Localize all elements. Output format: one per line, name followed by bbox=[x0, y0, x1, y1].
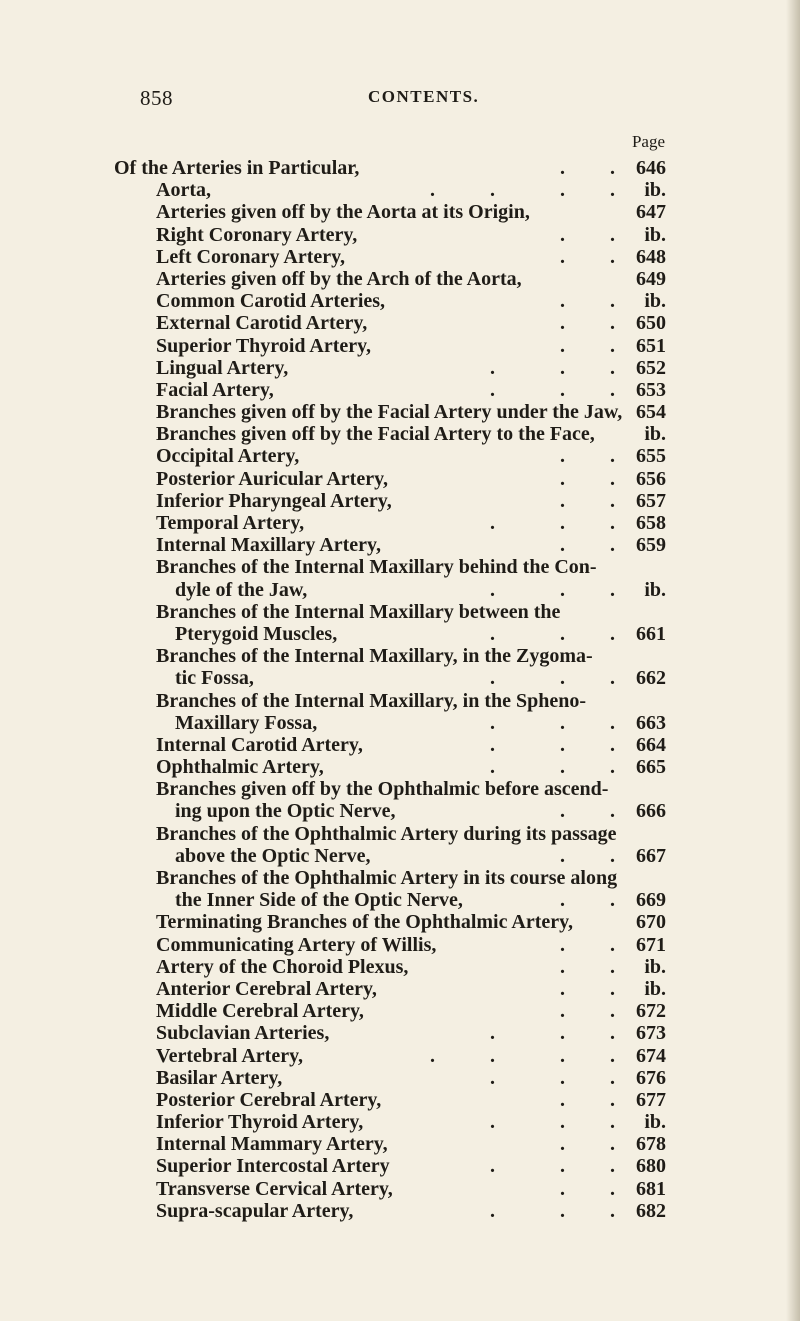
toc-entry bbox=[0, 1067, 800, 1089]
toc-entry bbox=[0, 468, 800, 490]
toc-entry-page: 682 bbox=[636, 1199, 666, 1222]
toc-entry-title: Superior Intercostal Artery bbox=[156, 1155, 390, 1178]
toc-entry bbox=[0, 889, 800, 911]
toc-entry-page: 659 bbox=[636, 534, 666, 557]
toc-entry-page: 646 bbox=[636, 157, 666, 179]
leader-dot: . bbox=[610, 667, 615, 690]
toc-entry bbox=[0, 490, 800, 512]
leader-dot: . bbox=[560, 356, 565, 379]
leader-dot: . bbox=[610, 1177, 615, 1200]
toc-entry-page: ib. bbox=[644, 423, 666, 446]
leader-dot: . bbox=[610, 179, 615, 202]
leader-dot: . bbox=[560, 179, 565, 202]
toc-entry-title: Supra-scapular Artery, bbox=[156, 1199, 354, 1222]
leader-dot: . bbox=[610, 844, 615, 867]
leader-dot: . bbox=[490, 1199, 495, 1222]
leader-dot: . bbox=[560, 489, 565, 512]
leader-dot: . bbox=[610, 1022, 615, 1045]
toc-entry-title: Branches given off by the Facial Artery under the Jaw, bbox=[156, 401, 623, 424]
toc-entry bbox=[0, 645, 800, 667]
leader-dot: . bbox=[610, 733, 615, 756]
table-of-contents bbox=[0, 157, 800, 1222]
leader-dot: . bbox=[490, 1155, 495, 1178]
leader-dot: . bbox=[560, 245, 565, 268]
toc-entry-title: Aorta, bbox=[156, 179, 211, 202]
toc-entry-title: Branches of the Internal Maxillary, in the Spheno- bbox=[156, 689, 587, 712]
toc-entry-page: 656 bbox=[636, 467, 666, 490]
toc-entry-page: ib. bbox=[644, 578, 666, 601]
leader-dot: . bbox=[610, 1111, 615, 1134]
toc-entry bbox=[0, 268, 800, 290]
toc-entry-page: 672 bbox=[636, 1000, 666, 1023]
toc-entry-page: 678 bbox=[636, 1133, 666, 1156]
toc-entry-title: Branches of the Ophthalmic Artery during its passage bbox=[156, 822, 617, 845]
toc-entry bbox=[0, 579, 800, 601]
toc-entry bbox=[0, 601, 800, 623]
leader-dot: . bbox=[610, 356, 615, 379]
leader-dot: . bbox=[610, 977, 615, 1000]
toc-entry bbox=[0, 1045, 800, 1067]
leader-dot: . bbox=[610, 1088, 615, 1111]
leader-dot: . bbox=[560, 622, 565, 645]
toc-entry-page: 663 bbox=[636, 711, 666, 734]
toc-entry-title: ing upon the Optic Nerve, bbox=[175, 800, 396, 823]
toc-entry-page: 661 bbox=[636, 622, 666, 645]
leader-dot: . bbox=[560, 578, 565, 601]
toc-entry bbox=[0, 445, 800, 467]
toc-entry-title: Arteries given off by the Arch of the Aorta, bbox=[156, 267, 522, 290]
toc-entry-page: ib. bbox=[644, 290, 666, 313]
toc-entry bbox=[0, 623, 800, 645]
leader-dot: . bbox=[560, 445, 565, 468]
leader-dot: . bbox=[610, 312, 615, 335]
leader-dot: . bbox=[610, 378, 615, 401]
toc-entry bbox=[0, 1000, 800, 1022]
page-header bbox=[0, 86, 800, 110]
toc-entry-title: External Carotid Artery, bbox=[156, 312, 368, 335]
toc-entry bbox=[0, 1133, 800, 1155]
leader-dot: . bbox=[560, 1044, 565, 1067]
toc-entry bbox=[0, 1089, 800, 1111]
leader-dot: . bbox=[490, 179, 495, 202]
toc-entry-page: 648 bbox=[636, 245, 666, 268]
toc-entry-title: Middle Cerebral Artery, bbox=[156, 1000, 364, 1023]
leader-dot: . bbox=[490, 356, 495, 379]
leader-dot: . bbox=[560, 334, 565, 357]
leader-dot: . bbox=[560, 977, 565, 1000]
toc-entry-title: Arteries given off by the Aorta at its Origin, bbox=[156, 201, 530, 224]
toc-entry bbox=[0, 845, 800, 867]
leader-dot: . bbox=[610, 467, 615, 490]
toc-entry bbox=[0, 1155, 800, 1177]
toc-entry bbox=[0, 357, 800, 379]
leader-dot: . bbox=[610, 157, 615, 179]
toc-entry-page: 653 bbox=[636, 378, 666, 401]
leader-dot: . bbox=[610, 1044, 615, 1067]
toc-entry bbox=[0, 778, 800, 800]
leader-dot: . bbox=[610, 756, 615, 779]
toc-entry-page: 651 bbox=[636, 334, 666, 357]
toc-entry-title: Lingual Artery, bbox=[156, 356, 289, 379]
leader-dot: . bbox=[610, 711, 615, 734]
leader-dot: . bbox=[490, 756, 495, 779]
toc-entry-page: 676 bbox=[636, 1066, 666, 1089]
toc-entry bbox=[0, 157, 800, 179]
toc-entry-title: Branches of the Internal Maxillary, in the Zygoma- bbox=[156, 645, 593, 668]
leader-dot: . bbox=[490, 622, 495, 645]
toc-entry-title: Communicating Artery of Willis, bbox=[156, 933, 437, 956]
toc-entry bbox=[0, 756, 800, 778]
toc-entry-page: ib. bbox=[644, 977, 666, 1000]
toc-entry-page: 662 bbox=[636, 667, 666, 690]
toc-entry-title: Internal Maxillary Artery, bbox=[156, 534, 381, 557]
leader-dot: . bbox=[560, 733, 565, 756]
leader-dot: . bbox=[610, 245, 615, 268]
leader-dot: . bbox=[560, 1066, 565, 1089]
toc-entry bbox=[0, 911, 800, 933]
toc-entry-page: 664 bbox=[636, 733, 666, 756]
toc-entry-title: Branches given off by the Ophthalmic before ascend- bbox=[156, 778, 609, 801]
toc-entry-title: tic Fossa, bbox=[175, 667, 254, 690]
toc-entry-page: 649 bbox=[636, 267, 666, 290]
leader-dot: . bbox=[610, 290, 615, 313]
leader-dot: . bbox=[560, 711, 565, 734]
toc-entry-page: 669 bbox=[636, 889, 666, 912]
toc-entry bbox=[0, 1200, 800, 1222]
leader-dot: . bbox=[560, 844, 565, 867]
toc-entry bbox=[0, 978, 800, 1000]
leader-dot: . bbox=[610, 1000, 615, 1023]
leader-dot: . bbox=[560, 378, 565, 401]
leader-dot: . bbox=[560, 512, 565, 534]
leader-dot: . bbox=[560, 1155, 565, 1178]
toc-entry-title: Internal Mammary Artery, bbox=[156, 1133, 388, 1156]
leader-dot: . bbox=[560, 1000, 565, 1023]
toc-entry bbox=[0, 312, 800, 334]
toc-entry-title: Branches given off by the Facial Artery to the Face, bbox=[156, 423, 595, 446]
leader-dot: . bbox=[610, 800, 615, 823]
toc-entry-title: Vertebral Artery, bbox=[156, 1044, 303, 1067]
leader-dot: . bbox=[560, 312, 565, 335]
leader-dot: . bbox=[560, 1022, 565, 1045]
leader-dot: . bbox=[610, 1066, 615, 1089]
toc-entry-title: Branches of the Internal Maxillary between the bbox=[156, 600, 561, 623]
leader-dot: . bbox=[490, 711, 495, 734]
toc-entry-title: Posterior Auricular Artery, bbox=[156, 467, 388, 490]
toc-entry-title: Right Coronary Artery, bbox=[156, 223, 358, 246]
leader-dot: . bbox=[560, 467, 565, 490]
leader-dot: . bbox=[560, 756, 565, 779]
toc-entry bbox=[0, 534, 800, 556]
leader-dot: . bbox=[560, 955, 565, 978]
toc-entry-title: Common Carotid Arteries, bbox=[156, 290, 386, 313]
toc-entry-title: Terminating Branches of the Ophthalmic Artery, bbox=[156, 911, 574, 934]
leader-dot: . bbox=[610, 1199, 615, 1222]
toc-entry-title: above the Optic Nerve, bbox=[175, 844, 371, 867]
leader-dot: . bbox=[560, 1088, 565, 1111]
leader-dot: . bbox=[490, 1044, 495, 1067]
leader-dot: . bbox=[490, 1022, 495, 1045]
leader-dot: . bbox=[610, 534, 615, 557]
toc-entry-title: Superior Thyroid Artery, bbox=[156, 334, 372, 357]
toc-entry bbox=[0, 290, 800, 312]
toc-entry bbox=[0, 335, 800, 357]
toc-entry bbox=[0, 246, 800, 268]
toc-entry-page: ib. bbox=[644, 1111, 666, 1134]
toc-entry bbox=[0, 1178, 800, 1200]
toc-entry-page: 677 bbox=[636, 1088, 666, 1111]
toc-entry-title: Anterior Cerebral Artery, bbox=[156, 977, 377, 1000]
leader-dot: . bbox=[610, 445, 615, 468]
leader-dot: . bbox=[610, 512, 615, 534]
leader-dot: . bbox=[610, 889, 615, 912]
toc-entry bbox=[0, 401, 800, 423]
toc-entry bbox=[0, 1022, 800, 1044]
toc-entry bbox=[0, 379, 800, 401]
leader-dot: . bbox=[560, 1111, 565, 1134]
page-edge-shadow bbox=[786, 0, 800, 1321]
leader-dot: . bbox=[610, 578, 615, 601]
leader-dot: . bbox=[560, 223, 565, 246]
leader-dot: . bbox=[490, 1111, 495, 1134]
toc-entry-title: the Inner Side of the Optic Nerve, bbox=[175, 889, 463, 912]
toc-entry-page: 680 bbox=[636, 1155, 666, 1178]
toc-entry-title: Ophthalmic Artery, bbox=[156, 756, 324, 779]
toc-entry bbox=[0, 690, 800, 712]
toc-entry bbox=[0, 712, 800, 734]
toc-entry-page: 654 bbox=[636, 401, 666, 424]
toc-entry bbox=[0, 512, 800, 534]
leader-dot: . bbox=[430, 1044, 435, 1067]
toc-entry-page: ib. bbox=[644, 179, 666, 202]
leader-dot: . bbox=[490, 578, 495, 601]
toc-entry bbox=[0, 934, 800, 956]
toc-entry-title: Left Coronary Artery, bbox=[156, 245, 346, 268]
toc-entry bbox=[0, 423, 800, 445]
leader-dot: . bbox=[490, 378, 495, 401]
leader-dot: . bbox=[610, 955, 615, 978]
toc-entry bbox=[0, 224, 800, 246]
toc-entry bbox=[0, 867, 800, 889]
toc-entry bbox=[0, 201, 800, 223]
page-number: 858 bbox=[140, 86, 173, 110]
leader-dot: . bbox=[560, 534, 565, 557]
leader-dot: . bbox=[560, 290, 565, 313]
toc-entry-title: Pterygoid Muscles, bbox=[175, 622, 338, 645]
toc-entry bbox=[0, 179, 800, 201]
toc-entry bbox=[0, 556, 800, 578]
toc-entry-title: Branches of the Ophthalmic Artery in its course along bbox=[156, 867, 618, 889]
toc-entry-page: 652 bbox=[636, 356, 666, 379]
toc-entry-page: 657 bbox=[636, 489, 666, 512]
leader-dot: . bbox=[430, 179, 435, 202]
toc-entry-page: 671 bbox=[636, 933, 666, 956]
toc-entry-title: Subclavian Arteries, bbox=[156, 1022, 330, 1045]
toc-entry-title: Maxillary Fossa, bbox=[175, 711, 318, 734]
leader-dot: . bbox=[560, 1133, 565, 1156]
page-column-heading: Page bbox=[631, 132, 665, 151]
toc-entry-page: ib. bbox=[644, 955, 666, 978]
leader-dot: . bbox=[560, 157, 565, 179]
leader-dot: . bbox=[610, 1133, 615, 1156]
toc-entry-title: Posterior Cerebral Artery, bbox=[156, 1088, 382, 1111]
running-title: CONTENTS. bbox=[368, 87, 480, 106]
toc-entry bbox=[0, 1111, 800, 1133]
toc-entry-title: Inferior Pharyngeal Artery, bbox=[156, 489, 392, 512]
toc-entry bbox=[0, 800, 800, 822]
toc-entry-title: Transverse Cervical Artery, bbox=[156, 1177, 393, 1200]
toc-entry-title: Occipital Artery, bbox=[156, 445, 300, 468]
leader-dot: . bbox=[610, 223, 615, 246]
toc-entry-page: 666 bbox=[636, 800, 666, 823]
leader-dot: . bbox=[610, 489, 615, 512]
leader-dot: . bbox=[560, 933, 565, 956]
leader-dot: . bbox=[490, 667, 495, 690]
toc-entry-page: 658 bbox=[636, 512, 666, 534]
toc-entry-title: Artery of the Choroid Plexus, bbox=[156, 955, 409, 978]
toc-entry-page: 647 bbox=[636, 201, 666, 224]
toc-entry-page: 674 bbox=[636, 1044, 666, 1067]
toc-entry-page: 650 bbox=[636, 312, 666, 335]
toc-entry-title: Basilar Artery, bbox=[156, 1066, 283, 1089]
toc-entry-page: 667 bbox=[636, 844, 666, 867]
toc-entry bbox=[0, 667, 800, 689]
toc-entry-page: 665 bbox=[636, 756, 666, 779]
toc-entry-page: 673 bbox=[636, 1022, 666, 1045]
leader-dot: . bbox=[490, 733, 495, 756]
toc-entry-title: Branches of the Internal Maxillary behind the Con- bbox=[156, 556, 597, 579]
leader-dot: . bbox=[610, 933, 615, 956]
toc-entry-page: ib. bbox=[644, 223, 666, 246]
leader-dot: . bbox=[490, 1066, 495, 1089]
leader-dot: . bbox=[610, 1155, 615, 1178]
leader-dot: . bbox=[560, 800, 565, 823]
leader-dot: . bbox=[610, 622, 615, 645]
toc-entry bbox=[0, 956, 800, 978]
toc-entry-title: Facial Artery, bbox=[156, 378, 274, 401]
toc-entry-title: Inferior Thyroid Artery, bbox=[156, 1111, 364, 1134]
leader-dot: . bbox=[610, 334, 615, 357]
leader-dot: . bbox=[560, 1199, 565, 1222]
leader-dot: . bbox=[560, 1177, 565, 1200]
toc-entry-title: Of the Arteries in Particular, bbox=[114, 157, 360, 179]
toc-entry bbox=[0, 734, 800, 756]
toc-entry-page: 655 bbox=[636, 445, 666, 468]
toc-entry-page: 670 bbox=[636, 911, 666, 934]
toc-entry-title: dyle of the Jaw, bbox=[175, 578, 308, 601]
toc-entry bbox=[0, 823, 800, 845]
leader-dot: . bbox=[560, 667, 565, 690]
toc-entry-title: Internal Carotid Artery, bbox=[156, 733, 363, 756]
leader-dot: . bbox=[490, 512, 495, 534]
leader-dot: . bbox=[560, 889, 565, 912]
toc-entry-page: 681 bbox=[636, 1177, 666, 1200]
toc-entry-title: Temporal Artery, bbox=[156, 512, 305, 534]
